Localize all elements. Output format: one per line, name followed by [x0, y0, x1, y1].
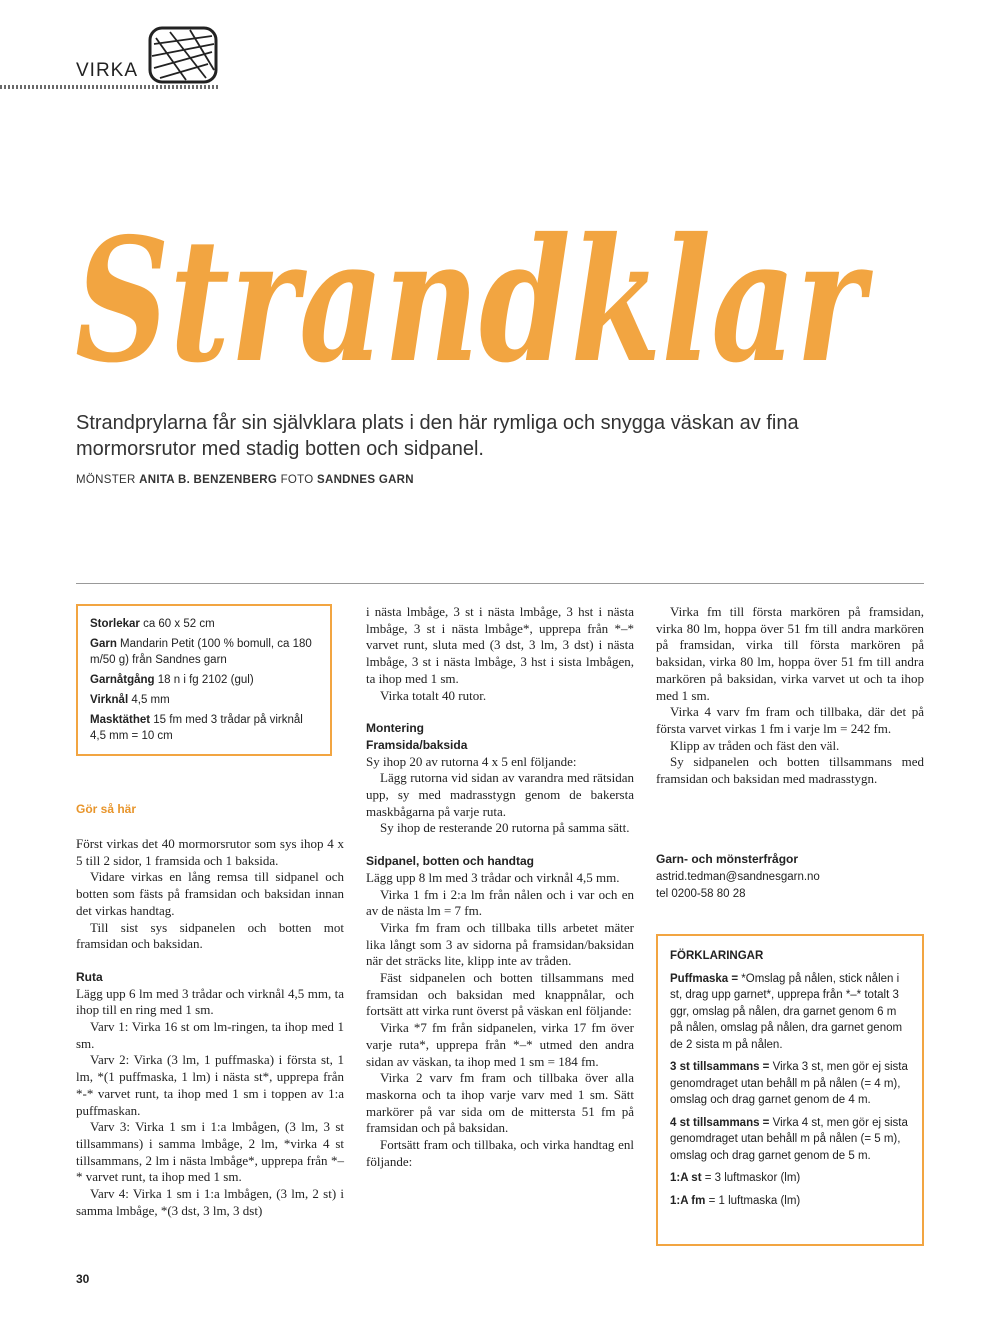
paragraph: Virka fm till första markören på framsidan, virka 80 lm, hoppa över 51 fm till andra markören på framsidan, virka till första markören på baksidan, virka 80 lm, hoppa över 51 fm till andra markören på baksidan, virka varvet ut och ta ihop med 1 sm.: [656, 604, 924, 703]
explanation-term: 3 st tillsammans =: [670, 1061, 770, 1073]
section-label: VIRKA: [76, 60, 139, 81]
paragraph: Sy ihop de resterande 20 rutorna på samma sätt.: [380, 820, 630, 836]
explanation-item: [670, 1170, 910, 1187]
info-box: [76, 604, 332, 756]
info-value: 18 n i fg 2102 (gul): [157, 674, 254, 686]
paragraph: Virka totalt 40 rutor.: [380, 687, 487, 703]
paragraph: Lägg upp 8 lm med 3 trådar och virknål 4,5 mm.: [366, 869, 620, 885]
info-label: Storlekar: [90, 618, 140, 630]
explanation-text: Virka 4 st, men gör ej sista genomdraget utan behåll m på nålen (= 5 m), omslag och drag garnet genom de 5 m.: [670, 1116, 908, 1162]
explanation-item: [670, 1115, 910, 1165]
explanation-term: 4 st tillsammans =: [670, 1116, 770, 1129]
subheading-ruta: Ruta: [76, 969, 103, 984]
paragraph: Sy ihop 20 av rutorna 4 x 5 enl följande:: [366, 753, 577, 769]
paragraph: Sy sidpanelen och botten tillsammans med framsidan och baksidan med madrasstygn.: [656, 754, 924, 787]
explanation-text: = 3 luftmaskor (lm): [704, 1172, 801, 1184]
paragraph: Varv 4: Virka 1 sm i 1:a lmbågen, (3 lm, 2 st) i samma lmbåge, *(3 dst, 3 lm, 3 dst): [76, 1186, 344, 1218]
credit-photo-name: SANDNES GARN: [317, 474, 414, 486]
contact-heading: Garn- och mönsterfrågor: [656, 852, 799, 866]
divider: [76, 583, 924, 584]
paragraph: Vidare virkas en lång remsa till sidpanel och botten som fästs på framsidan och baksidan innan det virkas handtag.: [76, 869, 344, 918]
paragraph: Virka 2 varv fm fram och tillbaka över alla maskorna och ta ihop varje varv med 1 sm. Sätt markörer på var sida om de mittersta 51 fm på framsidan och på baksidan.: [366, 1070, 634, 1136]
info-label: Garnåtgång: [90, 674, 155, 686]
column-3: [656, 604, 924, 788]
info-row: [90, 712, 318, 744]
explanation-text: Virka 3 st, men gör ej sista genomdraget utan behåll m på nålen (= 4 m), omslag och drag garnet genom de 4 m.: [670, 1061, 908, 1106]
paragraph: Lägg upp 6 lm med 3 trådar och virknål 4,5 mm, ta ihop till en ring med 1 sm.: [76, 985, 344, 1018]
paragraph: Virka fm fram och tillbaka tills arbetet mäter lika långt som 3 av sidorna på framsidan/baksidan när det sträcks lite, klipp inte av tråden.: [366, 919, 634, 969]
subheading-framsida: Framsida/baksida: [366, 737, 468, 752]
info-value: Mandarin Petit (100 % bomull, ca 180 m/50 g) från Sandnes garn: [90, 638, 312, 666]
explanations-box: [656, 934, 924, 1246]
column-2: [366, 604, 634, 1171]
paragraph: Virka *7 fm från sidpanelen, virka 17 fm över varje ruta*, upprepa från *–* utmed den andra sidan av väskan, ta ihop med 1 sm = 184 fm.: [366, 1020, 634, 1069]
paragraph: Klipp av tråden och fäst den väl.: [670, 737, 840, 753]
credit-line: [76, 474, 414, 486]
title-text: Strandklar: [75, 201, 874, 401]
paragraph: Fortsätt fram och tillbaka, och virka handtag enl följande:: [366, 1137, 634, 1169]
contact-phone: tel 0200-58 80 28: [656, 888, 746, 900]
info-value: ca 60 x 52 cm: [143, 618, 215, 630]
explanation-text: *Omslag på nålen, stick nålen i st, drag upp garnet*, upprepa från *–* totalt 3 ggr, omslag på nålen, dra garnet genom 6 m på nålen, omslag på nålen, dra garnet genom de 2 sista m på nålen.: [670, 972, 903, 1051]
info-value: 15 fm med 3 trådar på virknål 4,5 mm = 10 cm: [90, 714, 303, 742]
explanation-text: = 1 luftmaska (lm): [708, 1194, 801, 1207]
credit-photo-label: FOTO: [280, 474, 314, 486]
paragraph: Varv 2: Virka (3 lm, 1 puffmaska) i första st, 1 lm, *(1 puffmaska, 1 lm) i nästa st*, upprepa från *-* varvet runt, ta ihop med 1 sm i toppen av 1:a puffmaskan.: [76, 1052, 344, 1118]
page-title: [60, 200, 880, 400]
explanation-term: Puffmaska =: [670, 972, 739, 985]
paragraph: Till sist sys sidpanelen och botten mot framsidan och baksidan.: [76, 919, 344, 952]
subheading-montering: Montering: [366, 721, 424, 736]
credit-pattern-name: ANITA B. BENZENBERG: [139, 474, 278, 486]
info-row: [90, 672, 318, 688]
info-row: [90, 616, 318, 632]
lead-text: Strandprylarna får sin självklara plats i den här rymliga och snygga väskan av fina mormorsrutor med stadig botten och sidpanel.: [76, 412, 799, 460]
info-label: Garn: [90, 638, 117, 650]
paragraph: i nästa lmbåge, 3 st i nästa lmbåge, 3 hst i nästa lmbåge, 3 st i nästa lmbåge*, upprepa från *–* varvet runt, sluta med (3 dst, 3 lm, 3 dst) i nästa lmbåge, 3 st i nästa lmbåge, 3 hst i sista lmbågen, ta ihop med 1 sm.: [366, 604, 634, 686]
yarn-ball-icon: [146, 24, 220, 86]
contact-block: [656, 851, 924, 903]
explanation-item: [670, 971, 910, 1054]
paragraph: Virka 4 varv fm fram och tillbaka, där det på första varvet virkas 1 fm i varje lm = 242 fm.: [656, 704, 924, 736]
column-1: [76, 836, 344, 1219]
paragraph: Först virkas det 40 mormorsrutor som sys ihop 4 x 5 till 2 sidor, 1 framsida och 1 baksida.: [76, 836, 344, 868]
info-label: Masktäthet: [90, 714, 151, 726]
info-row: [90, 636, 318, 668]
info-label: Virknål: [90, 694, 129, 706]
explanations-heading: FÖRKLARINGAR: [670, 950, 764, 962]
explanation-term: 1:A st: [670, 1172, 702, 1184]
credit-pattern-label: MÖNSTER: [76, 474, 136, 486]
page-number: 30: [76, 1272, 90, 1286]
paragraph: Lägg rutorna vid sidan av varandra med rätsidan upp, sy med madrasstygn genom de bakersta maskbågarna på varje ruta.: [366, 770, 634, 819]
paragraph: Varv 3: Virka 1 sm i 1:a lmbågen, (3 lm, 3 st tillsammans) i samma lmbåge, 2 lm, *virka 4 st tillsammans, 2 lm i nästa lmbåge*, upprepa från *–* varvet runt, ta ihop med 1 sm.: [76, 1119, 344, 1185]
info-row: [90, 692, 318, 708]
explanation-item: [670, 1059, 910, 1109]
contact-email[interactable]: astrid.tedman@sandnesgarn.no: [656, 871, 820, 883]
subheading-sidpanel: Sidpanel, botten och handtag: [366, 854, 534, 869]
paragraph: Varv 1: Virka 16 st om lm-ringen, ta ihop med 1 sm.: [76, 1019, 344, 1051]
how-heading: Gör så här: [76, 802, 137, 816]
explanation-item: [670, 1193, 910, 1210]
header-dotted-rule: [0, 85, 220, 89]
explanation-term: 1:A fm: [670, 1194, 706, 1207]
info-value: 4,5 mm: [131, 694, 170, 706]
paragraph: Virka 1 fm i 2:a lm från nålen och i var och en av de nästa lm = 7 fm.: [366, 886, 634, 919]
paragraph: Fäst sidpanelen och botten tillsammans med framsidan och baksidan med knappnålar, och fortsätt att virka runt överst på väskan enl följande:: [366, 970, 634, 1019]
